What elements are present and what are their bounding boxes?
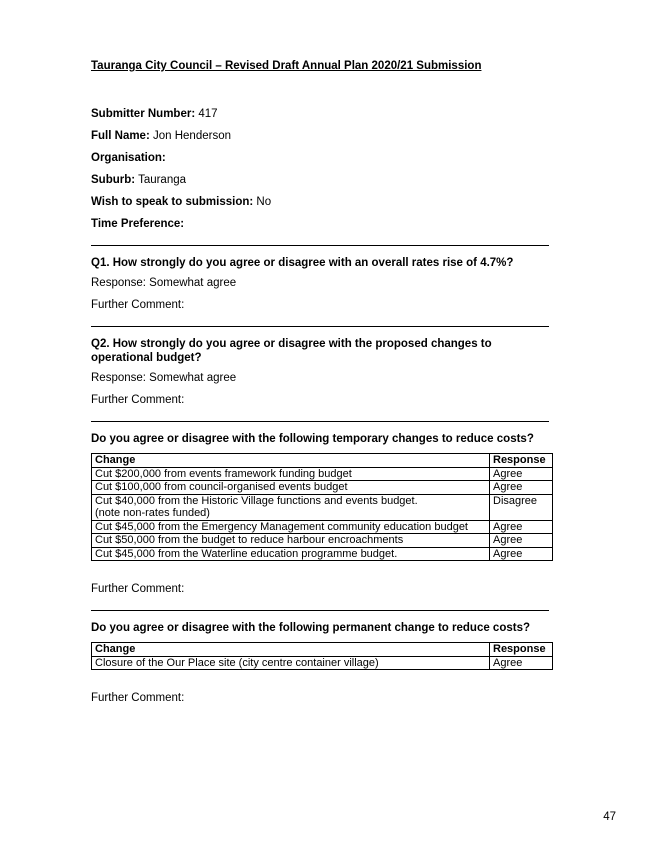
perm-question: Do you agree or disagree with the following permanent change to reduce costs? xyxy=(91,622,530,634)
q2-question: Q2. How strongly do you agree or disagree with the proposed changes to operational budget? xyxy=(91,338,492,364)
organisation-label: Organisation: xyxy=(91,152,166,164)
table-row xyxy=(92,467,553,481)
table-row xyxy=(92,520,553,534)
q2-comment: Further Comment: xyxy=(91,394,185,406)
change-cell: Closure of the Our Place site (city centre container village) xyxy=(92,656,490,670)
change-cell: Cut $100,000 from council-organised events budget xyxy=(92,481,490,495)
suburb xyxy=(91,174,553,187)
permanent-changes-table xyxy=(91,642,553,670)
response-cell: Agree xyxy=(490,481,553,495)
full-name xyxy=(91,130,553,143)
change-cell: Cut $45,000 from the Emergency Management community education budget xyxy=(92,520,490,534)
time-preference xyxy=(91,218,553,231)
q1-response: Response: Somewhat agree xyxy=(91,277,237,289)
response-cell: Agree xyxy=(490,520,553,534)
response-cell: Agree xyxy=(490,547,553,561)
temp-question: Do you agree or disagree with the following temporary changes to reduce costs? xyxy=(91,433,534,445)
table-row xyxy=(92,494,553,520)
response-cell: Agree xyxy=(490,467,553,481)
page-number: 47 xyxy=(603,811,616,823)
divider xyxy=(91,326,549,327)
suburb-label: Suburb: xyxy=(91,174,136,186)
divider xyxy=(91,421,549,422)
change-cell: Cut $200,000 from events framework funding budget xyxy=(92,467,490,481)
divider xyxy=(91,610,549,611)
perm-comment: Further Comment: xyxy=(91,692,185,704)
submitter-number-label: Submitter Number: xyxy=(91,108,196,120)
response-cell: Agree xyxy=(490,656,553,670)
submitter-number-value: 417 xyxy=(195,108,218,120)
submitter-number xyxy=(91,108,553,121)
table-header-row xyxy=(92,643,553,657)
change-cell: Cut $50,000 from the budget to reduce harbour encroachments xyxy=(92,534,490,548)
suburb-value: Tauranga xyxy=(135,174,187,186)
table-row xyxy=(92,547,553,561)
divider xyxy=(91,245,549,246)
change-note: (note non-rates funded) xyxy=(95,507,210,519)
time-preference-label: Time Preference: xyxy=(91,218,185,230)
wish-to-speak-label: Wish to speak to submission: xyxy=(91,196,254,208)
wish-to-speak xyxy=(91,196,553,209)
organisation xyxy=(91,152,553,165)
submission-page xyxy=(91,60,553,714)
table-row xyxy=(92,481,553,495)
table-row xyxy=(92,534,553,548)
header-change: Change xyxy=(92,643,490,657)
q1-comment: Further Comment: xyxy=(91,299,185,311)
table-header-row xyxy=(92,454,553,468)
full-name-value: Jon Henderson xyxy=(149,130,231,142)
change-cell xyxy=(92,494,490,520)
header-response: Response xyxy=(490,643,553,657)
change-cell: Cut $45,000 from the Waterline education programme budget. xyxy=(92,547,490,561)
response-cell: Agree xyxy=(490,534,553,548)
change-line: Cut $40,000 from the Historic Village functions and events budget. xyxy=(95,494,418,507)
temporary-changes-table xyxy=(91,453,553,561)
header-change: Change xyxy=(92,454,490,468)
q1-question: Q1. How strongly do you agree or disagree with an overall rates rise of 4.7%? xyxy=(91,257,514,269)
wish-to-speak-value: No xyxy=(253,196,272,208)
q2-response: Response: Somewhat agree xyxy=(91,372,237,384)
submitter-fields xyxy=(91,108,553,231)
full-name-label: Full Name: xyxy=(91,130,150,142)
table-row xyxy=(92,656,553,670)
temp-comment: Further Comment: xyxy=(91,583,185,595)
page-title: Tauranga City Council – Revised Draft Annual Plan 2020/21 Submission xyxy=(91,60,482,72)
header-response: Response xyxy=(490,454,553,468)
response-cell: Disagree xyxy=(490,494,553,520)
